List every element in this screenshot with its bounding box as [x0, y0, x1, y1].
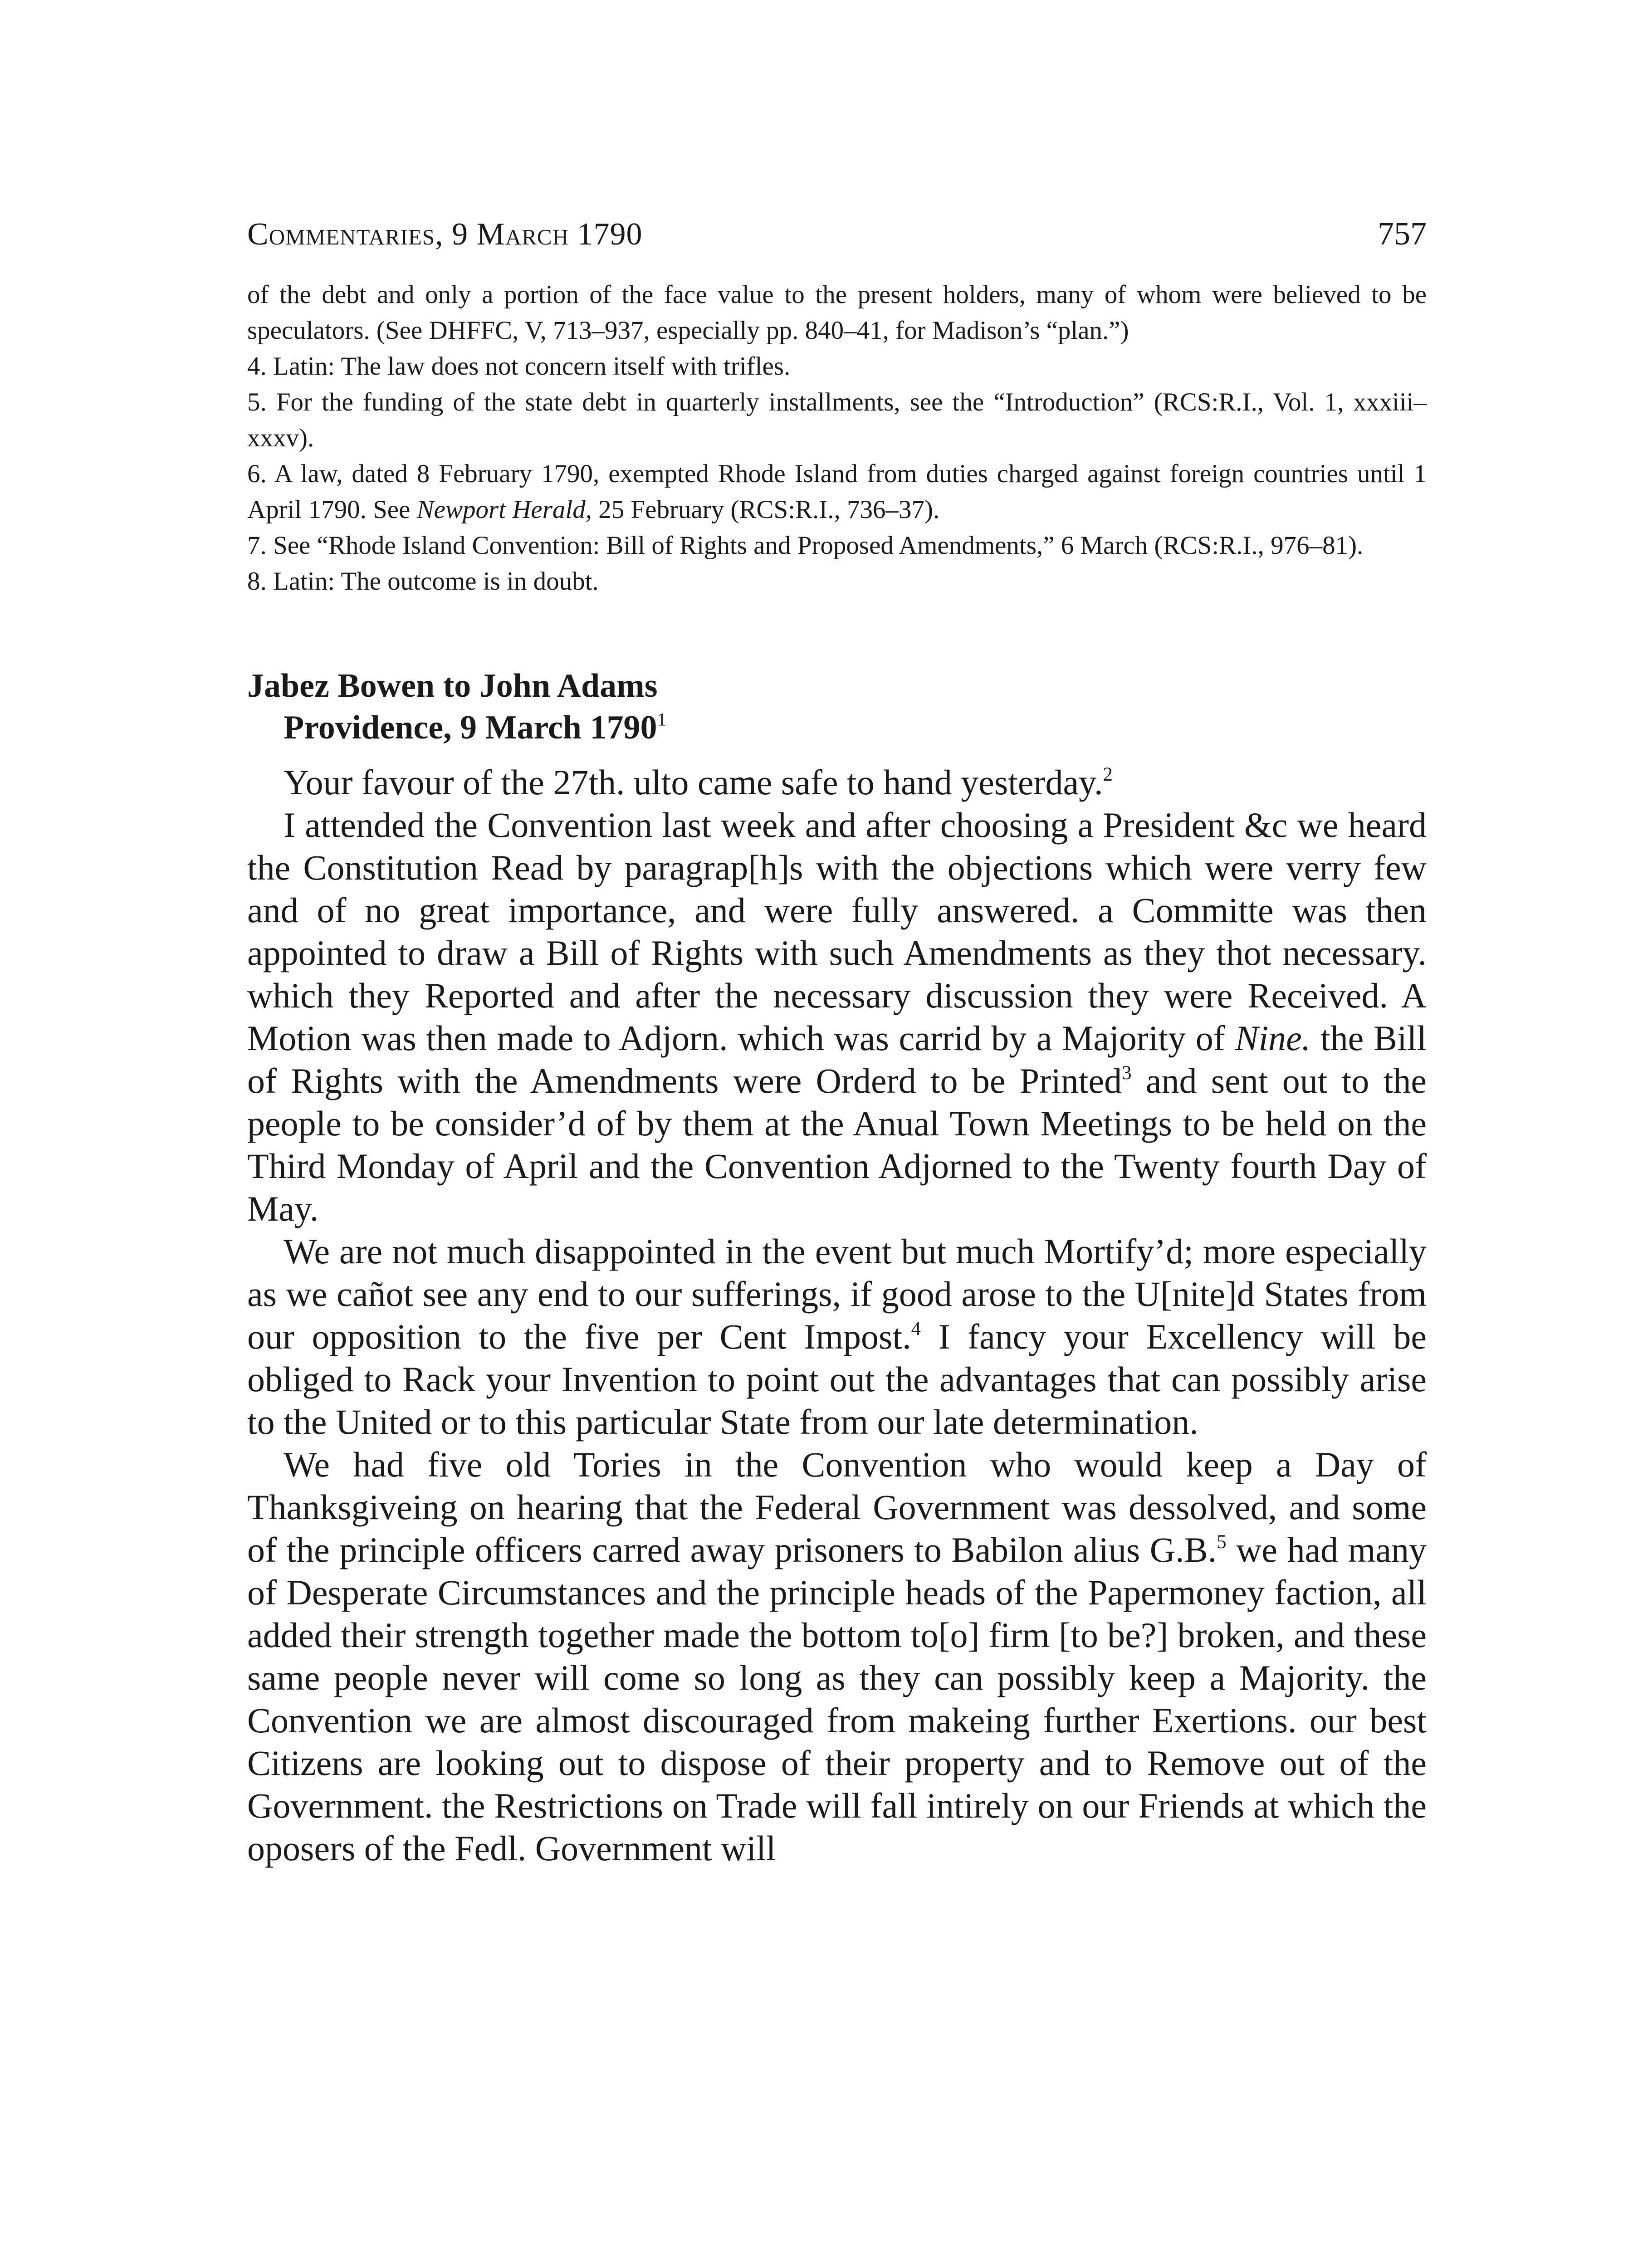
paragraph-2-text-c: and sent out to the people to be consider’d of by them at the Anual Town Meetings to be held on the Third Monday of April and the Convention Adjorned to the Twenty fourth Day of May.	[247, 1061, 1427, 1228]
paragraph-1-text: Your favour of the 27th. ulto came safe to hand yesterday.	[284, 763, 1103, 802]
paragraph-2-italic: Nine.	[1235, 1018, 1311, 1058]
heading-footnote-ref: 1	[657, 709, 666, 730]
heading-correspondents: Jabez Bowen to John Adams	[247, 667, 658, 704]
paragraph-1	[247, 761, 1427, 804]
document-heading	[247, 665, 1427, 748]
heading-place-date	[247, 707, 1427, 748]
paragraph-3-text-b: I fancy your Excellency will be obliged to Rack your Invention to point out the advantages that can possibly arise to the United or to this particular State from our late determination.	[247, 1317, 1427, 1442]
note-8: 8. Latin: The outcome is in doubt.	[247, 567, 599, 596]
paragraph-4	[247, 1443, 1427, 1870]
note-4: 4. Latin: The law does not concern itself with trifles.	[247, 352, 791, 381]
note-6	[247, 456, 1427, 528]
footnote-ref-5: 5	[1217, 1531, 1227, 1553]
paragraph-4-text-a: We had five old Tories in the Convention who would keep a Day of Thanksgiveing on hearing that the Federal Government was dessolved, and some of the principle officers carred away prisoners to Babilon alius G.B.	[247, 1445, 1427, 1569]
paragraph-2-text-b: the Bill of Rights with the Amendments were Orderd to be Printed	[247, 1018, 1427, 1100]
note-6-text-b: 25 February (RCS:R.I., 736–37).	[592, 495, 940, 524]
note-6-text-a: 6. A law, dated 8 February 1790, exempted Rhode Island from duties charged against foreign countries until 1 April 1790. See	[247, 459, 1427, 524]
heading-place-date-text: Providence, 9 March 1790	[284, 709, 657, 746]
running-head	[247, 213, 1427, 263]
footnote-ref-4: 4	[911, 1318, 921, 1339]
note-6-italic: Newport Herald,	[416, 495, 592, 524]
footnote-ref-3: 3	[1122, 1062, 1132, 1084]
note-7: 7. See “Rhode Island Convention: Bill of Rights and Proposed Amendments,” 6 March (RCS:R.I., 976–81).	[247, 531, 1364, 560]
note-continuation: of the debt and only a portion of the face value to the present holders, many of whom were believed to be speculators. (See DHFFC, V, 713–937, especially pp. 840–41, for Madison’s “plan.”)	[247, 280, 1427, 345]
page-number: 757	[1378, 215, 1427, 252]
document-page	[247, 213, 1427, 1870]
paragraph-4-text-b: we had many of Desperate Circumstances and the principle heads of the Papermoney faction, all added their strength together made the bottom to[o] firm [to be?] broken, and these same people never will come so long as they can possibly keep a Majority. the Convention we are almost discouraged from makeing further Exertions. our best Citizens are looking out to dispose of their property and to Remove out of the Government. the Restrictions on Trade will fall intirely on our Friends at which the oposers of the Fedl. Government will	[247, 1530, 1427, 1868]
paragraph-3	[247, 1230, 1427, 1443]
letter-body	[247, 761, 1427, 1870]
running-head-title: Commentaries, 9 March 1790	[247, 217, 643, 252]
paragraph-3-text-a: We are not much disappointed in the event but much Mortify’d; more especially as we cañot see any end to our sufferings, if good arose to the U[nite]d States from our opposition to the five per Cent Impost.	[247, 1232, 1427, 1356]
footnotes-section	[247, 277, 1427, 599]
paragraph-2	[247, 804, 1427, 1230]
footnote-ref-2: 2	[1103, 763, 1113, 785]
note-5: 5. For the funding of the state debt in quarterly installments, see the “Introduction” (RCS:R.I., Vol. 1, xxxiii–xxxv).	[247, 388, 1427, 452]
paragraph-2-text-a: I attended the Convention last week and after choosing a President &c we heard the Constitution Read by paragrap[h]s with the objections which were verry few and of no great importance, and were fully answered. a Committe was then appointed to draw a Bill of Rights with such Amendments as they thot necessary. which they Reported and after the necessary discussion they were Received. A Motion was then made to Adjorn. which was carrid by a Majority of	[247, 805, 1427, 1058]
